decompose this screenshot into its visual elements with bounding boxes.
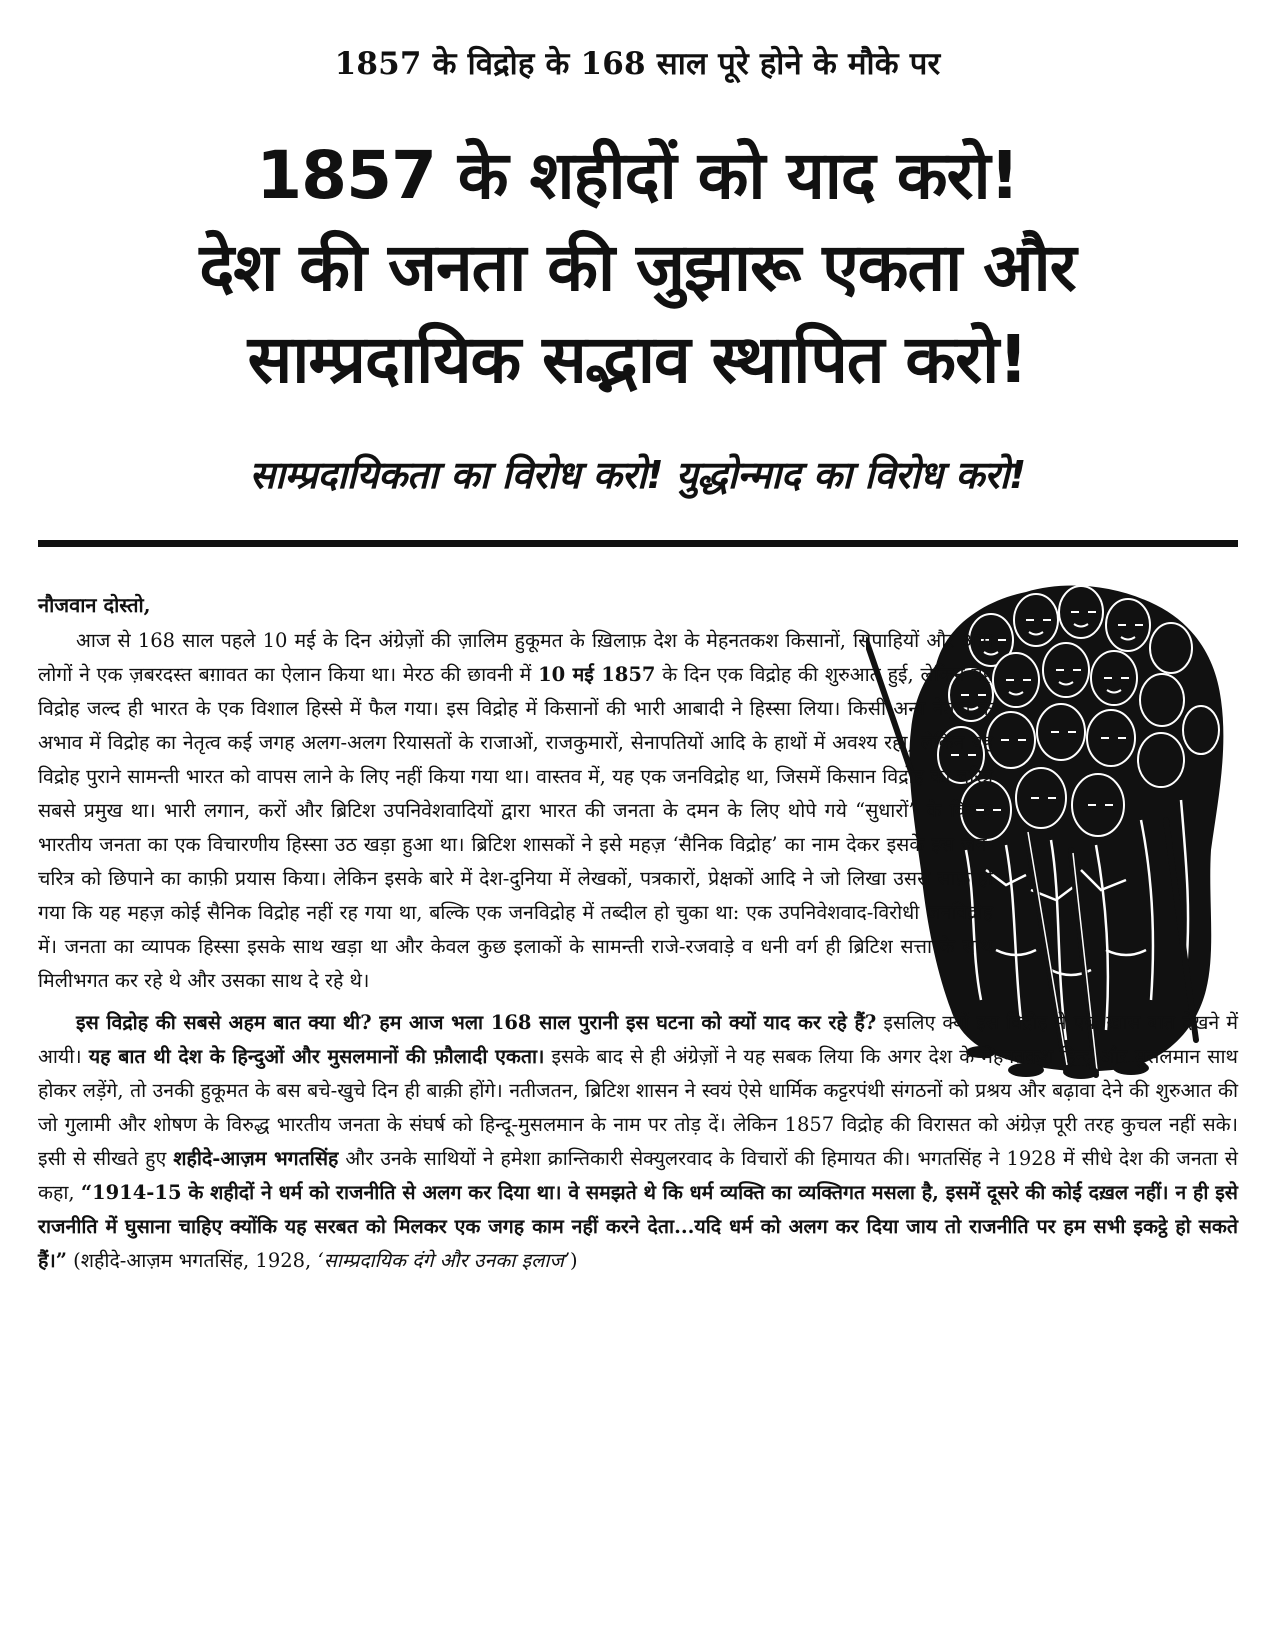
bhagat-singh-quote: “1914-15 के शहीदों ने धर्म को राजनीति से अलग कर दिया था। वे समझते थे कि धर्म व्यक्ति का व्यक्तिगत मसला है, इसमें दूसरे की कोई दख़ल नहीं। न ही इसे राजनीति में घुसाना चाहिए क्योंकि यह सरबत को मिलकर एक जगह काम नहीं करने देता...यदि धर्म को अलग कर दिया जाय तो राजनीति पर हम सभी इकट्ठे हो सकते हैं।” bbox=[38, 1181, 1238, 1272]
key-question: इस विद्रोह की सबसे अहम बात क्या थी? हम आज भला 168 साल पुरानी इस घटना को क्यों याद कर रहे हैं? bbox=[76, 1011, 877, 1034]
headline-line-3: साम्प्रदायिक सद्भाव स्थापित करो! bbox=[247, 321, 1028, 398]
paragraph-2-text-c: और उनके साथियों ने हमेशा क्रान्तिकारी सेक्युलरवाद के विचारों की हिमायत की। भगतसिंह ने 1928 में सीधे देश की जनता से कहा, bbox=[38, 1147, 1238, 1204]
paragraph-2-text-a: इसलिए क्यों इस विद्रोह में एक ख़ास बात देखने में आयी। bbox=[38, 1011, 1238, 1068]
paragraph-1-text-b: के दिन एक विद्रोह की शुरुआत हुई, लेकिन यह विद्रोह जल्द ही भारत के एक विशाल हिस्से में फैल गया। इस विद्रोह में किसानों की भारी आबादी ने हिस्सा लिया। किसी अन्य नेतृत्व के अभाव में विद्रोह का नेतृत्व कई जगह अलग-अलग रियासतों के राजाओं, राजकुमारों, सेनापतियों आदि के हाथों में अवश्य रहा, लेकिन यह विद्रोह पुराने सामन्ती भारत को वापस लाने के लिए नहीं किया गया था। वास्तव में, यह एक जनविद्रोह था, जिसमें किसान विद्रोह का चरित्र सबसे प्रमुख था। भारी लगान, करों और ब्रिटिश उपनिवेशवादियों द्वारा भारत की जनता के दमन के लिए थोपे गये “सुधारों” के विरुद्ध भारतीय जनता का एक विचारणीय हिस्सा उठ खड़ा हुआ था। ब्रिटिश शासकों ने इसे महज़ ‘सैनिक विद्रोह’ का नाम देकर इसके इस जन-चरित्र को छिपाने का काफ़ी प्रयास किया। लेकिन इसके बारे में देश-दुनिया में लेखकों, पत्रकारों, प्रेक्षकों आदि ने जो लिखा उससे साफ़ हो गया कि यह महज़ कोई सैनिक विद्रोह नहीं रह गया था, बल्कि एक जनविद्रोह में तब्दील हो चुका था: एक उपनिवेशवाद-विरोधी जनविद्रोह में। जनता का व्यापक हिस्सा इसके साथ खड़ा था और केवल कुछ इलाकों के सामन्ती राजे-रजवाड़े व धनी वर्ग ही ब्रिटिश सत्ता के साथ मिलीभगत कर रहे थे और उसका साथ दे रहे थे। bbox=[38, 663, 993, 992]
paragraph-2 bbox=[38, 1006, 1238, 1278]
headline-line-1: 1857 के शहीदों को याद करो! bbox=[256, 137, 1019, 214]
date-highlight: 10 मई 1857 bbox=[538, 663, 656, 686]
bhagat-singh-name: शहीदे-आज़म भगतसिंह bbox=[173, 1147, 339, 1170]
slogan: साम्प्रदायिकता का विरोध करो! युद्धोन्माद का विरोध करो! bbox=[249, 453, 1026, 497]
headline-line-2: देश की जनता की जुझारू एकता और bbox=[199, 229, 1076, 306]
paragraph-2-text-b: इसके बाद से ही अंग्रेज़ों ने यह सबक लिया कि अगर देश के मेहनतकश हिन्दू और मुसलमान साथ होकर लड़ेंगे, तो उनकी हुकूमत के बस बचे-खुचे दिन ही बाक़ी होंगे। नतीजतन, ब्रिटिश शासन ने स्वयं ऐसे धार्मिक कट्टरपंथी संगठनों को प्रश्रय और बढ़ावा देने की शुरुआत की जो गुलामी और शोषण के विरुद्ध भारतीय जनता के संघर्ष को हिन्दू-मुसलमान के नाम पर तोड़ दें। लेकिन 1857 विद्रोह की विरासत को अंग्रेज़ पूरी तरह कुचल नहीं सके। इसी से सीखते हुए bbox=[38, 1045, 1238, 1170]
greeting: नौजवान दोस्तो, bbox=[38, 593, 151, 617]
unity-statement: यह बात थी देश के हिन्दुओं और मुसलमानों की फ़ौलादी एकता। bbox=[88, 1045, 545, 1068]
paragraph-2-text-d: (शहीदे-आज़म भगतसिंह, 1928, bbox=[66, 1249, 318, 1272]
paragraph-1-text-a: आज से 168 साल पहले 10 मई के दिन अंग्रेज़ों की ज़ालिम हुकूमत के ख़िलाफ़ देश के मेहनतकश किसानों, सिपाहियों और आम लोगों ने एक ज़बरदस्त बग़ावत का ऐलान किया था। मेरठ की छावनी में bbox=[38, 629, 993, 686]
divider-rule bbox=[38, 540, 1238, 547]
paragraph-2-text-e: ) bbox=[570, 1249, 578, 1272]
quote-source: ‘साम्प्रदायिक दंगे और उनका इलाज’ bbox=[317, 1249, 571, 1272]
article-body bbox=[38, 588, 1238, 1278]
pretitle: 1857 के विद्रोह के 168 साल पूरे होने के मौके पर bbox=[334, 46, 941, 82]
paragraph-1 bbox=[38, 624, 993, 998]
